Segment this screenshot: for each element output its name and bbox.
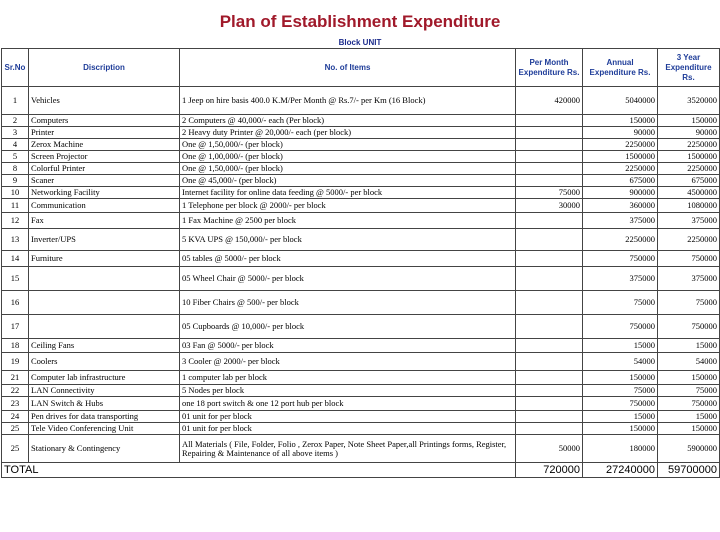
per-month-cell	[516, 315, 583, 339]
items-cell: 05 Cupboards @ 10,000/- per block	[180, 315, 516, 339]
sr-cell: 5	[2, 151, 29, 163]
three-year-cell: 2250000	[658, 229, 720, 251]
table-row	[2, 187, 720, 199]
table-row	[2, 127, 720, 139]
description-cell	[29, 315, 180, 339]
description-cell: Furniture	[29, 251, 180, 267]
items-cell: 10 Fiber Chairs @ 500/- per block	[180, 291, 516, 315]
total-annual: 27240000	[583, 463, 658, 478]
header-sr-no: Sr.No	[2, 49, 29, 87]
annual-cell: 750000	[583, 397, 658, 411]
annual-cell: 180000	[583, 435, 658, 463]
per-month-cell: 420000	[516, 87, 583, 115]
annual-cell: 75000	[583, 385, 658, 397]
sr-cell: 18	[2, 339, 29, 353]
description-cell: Screen Projector	[29, 151, 180, 163]
header-three-year: 3 Year Expenditure Rs.	[658, 49, 720, 87]
per-month-cell	[516, 251, 583, 267]
items-cell: One @ 1,50,000/- (per block)	[180, 139, 516, 151]
expenditure-table	[1, 48, 720, 478]
items-cell: Internet facility for online data feeding @ 5000/- per block	[180, 187, 516, 199]
table-row	[2, 151, 720, 163]
three-year-cell: 54000	[658, 353, 720, 371]
sr-cell: 11	[2, 199, 29, 213]
page-subtitle: Block UNIT	[338, 38, 382, 47]
table-row	[2, 411, 720, 423]
table-row	[2, 291, 720, 315]
items-cell: 3 Cooler @ 2000/- per block	[180, 353, 516, 371]
header-annual: Annual Expenditure Rs.	[583, 49, 658, 87]
items-cell: 01 unit for per block	[180, 423, 516, 435]
description-cell: Colorful Printer	[29, 163, 180, 175]
per-month-cell	[516, 127, 583, 139]
description-cell	[29, 267, 180, 291]
table-row	[2, 315, 720, 339]
items-cell: 2 Heavy duty Printer @ 20,000/- each (per block)	[180, 127, 516, 139]
description-cell: Scaner	[29, 175, 180, 187]
items-cell: 01 unit for per block	[180, 411, 516, 423]
items-cell: 1 Telephone per block @ 2000/- per block	[180, 199, 516, 213]
description-cell: Communication	[29, 199, 180, 213]
description-cell: Ceiling Fans	[29, 339, 180, 353]
annual-cell: 2250000	[583, 229, 658, 251]
three-year-cell: 90000	[658, 127, 720, 139]
table-row	[2, 139, 720, 151]
annual-cell: 54000	[583, 353, 658, 371]
three-year-cell: 375000	[658, 267, 720, 291]
bottom-bar	[0, 532, 720, 540]
sr-cell: 14	[2, 251, 29, 267]
per-month-cell	[516, 151, 583, 163]
three-year-cell: 15000	[658, 411, 720, 423]
annual-cell: 750000	[583, 251, 658, 267]
per-month-cell	[516, 385, 583, 397]
table-row	[2, 163, 720, 175]
sr-cell: 9	[2, 175, 29, 187]
description-cell: Coolers	[29, 353, 180, 371]
sr-cell: 4	[2, 139, 29, 151]
items-cell: 5 KVA UPS @ 150,000/- per block	[180, 229, 516, 251]
description-cell	[29, 291, 180, 315]
annual-cell: 15000	[583, 411, 658, 423]
table-row	[2, 397, 720, 411]
per-month-cell	[516, 411, 583, 423]
per-month-cell	[516, 339, 583, 353]
annual-cell: 150000	[583, 423, 658, 435]
items-cell: One @ 1,50,000/- (per block)	[180, 163, 516, 175]
annual-cell: 750000	[583, 315, 658, 339]
annual-cell: 2250000	[583, 163, 658, 175]
three-year-cell: 750000	[658, 315, 720, 339]
sr-cell: 19	[2, 353, 29, 371]
three-year-cell: 1080000	[658, 199, 720, 213]
sr-cell: 12	[2, 213, 29, 229]
sr-cell: 17	[2, 315, 29, 339]
sr-cell: 24	[2, 411, 29, 423]
description-cell: Fax	[29, 213, 180, 229]
items-cell: 03 Fan @ 5000/- per block	[180, 339, 516, 353]
header-description: Discription	[29, 49, 180, 87]
three-year-cell: 150000	[658, 115, 720, 127]
items-cell: 5 Nodes per block	[180, 385, 516, 397]
per-month-cell	[516, 139, 583, 151]
annual-cell: 360000	[583, 199, 658, 213]
sr-cell: 25	[2, 423, 29, 435]
table-row	[2, 213, 720, 229]
header-per-month: Per Month Expenditure Rs.	[516, 49, 583, 87]
description-cell: Stationary & Contingency	[29, 435, 180, 463]
sr-cell: 21	[2, 371, 29, 385]
description-cell: Inverter/UPS	[29, 229, 180, 251]
annual-cell: 375000	[583, 267, 658, 291]
items-cell: 2 Computers @ 40,000/- each (Per block)	[180, 115, 516, 127]
items-cell: 1 computer lab per block	[180, 371, 516, 385]
per-month-cell: 50000	[516, 435, 583, 463]
annual-cell: 75000	[583, 291, 658, 315]
per-month-cell	[516, 291, 583, 315]
table-row	[2, 251, 720, 267]
description-cell: Zerox Machine	[29, 139, 180, 151]
sr-cell: 22	[2, 385, 29, 397]
sr-cell: 2	[2, 115, 29, 127]
description-cell: Pen drives for data transporting	[29, 411, 180, 423]
per-month-cell	[516, 229, 583, 251]
annual-cell: 1500000	[583, 151, 658, 163]
sr-cell: 25	[2, 435, 29, 463]
three-year-cell: 375000	[658, 213, 720, 229]
table-row	[2, 115, 720, 127]
description-cell: Computer lab infrastructure	[29, 371, 180, 385]
items-cell: 1 Jeep on hire basis 400.0 K.M/Per Month @ Rs.7/- per Km (16 Block)	[180, 87, 516, 115]
three-year-cell: 150000	[658, 371, 720, 385]
per-month-cell: 30000	[516, 199, 583, 213]
items-cell: One @ 45,000/- (per block)	[180, 175, 516, 187]
three-year-cell: 2250000	[658, 163, 720, 175]
items-cell: 05 tables @ 5000/- per block	[180, 251, 516, 267]
items-cell: One @ 1,00,000/- (per block)	[180, 151, 516, 163]
sr-cell: 15	[2, 267, 29, 291]
table-row	[2, 353, 720, 371]
three-year-cell: 750000	[658, 251, 720, 267]
annual-cell: 900000	[583, 187, 658, 199]
description-cell: Printer	[29, 127, 180, 139]
annual-cell: 675000	[583, 175, 658, 187]
sr-cell: 13	[2, 229, 29, 251]
sr-cell: 1	[2, 87, 29, 115]
table-row	[2, 423, 720, 435]
description-cell: Vehicles	[29, 87, 180, 115]
sr-cell: 10	[2, 187, 29, 199]
description-cell: Networking Facility	[29, 187, 180, 199]
table-row	[2, 385, 720, 397]
table-row	[2, 229, 720, 251]
three-year-cell: 5900000	[658, 435, 720, 463]
per-month-cell	[516, 353, 583, 371]
three-year-cell: 15000	[658, 339, 720, 353]
annual-cell: 5040000	[583, 87, 658, 115]
per-month-cell	[516, 175, 583, 187]
three-year-cell: 1500000	[658, 151, 720, 163]
table-row	[2, 199, 720, 213]
annual-cell: 150000	[583, 371, 658, 385]
table-header-row	[2, 49, 720, 87]
items-cell: All Materials ( File, Folder, Folio , Zerox Paper, Note Sheet Paper,all Printings forms, Register, Repairing & Maintenance of all above items )	[180, 435, 516, 463]
sr-cell: 23	[2, 397, 29, 411]
table-row	[2, 371, 720, 385]
table-row	[2, 87, 720, 115]
three-year-cell: 675000	[658, 175, 720, 187]
table-row	[2, 267, 720, 291]
three-year-cell: 3520000	[658, 87, 720, 115]
description-cell: LAN Switch & Hubs	[29, 397, 180, 411]
annual-cell: 2250000	[583, 139, 658, 151]
per-month-cell	[516, 371, 583, 385]
per-month-cell: 75000	[516, 187, 583, 199]
total-row	[2, 463, 720, 478]
sr-cell: 3	[2, 127, 29, 139]
sr-cell: 8	[2, 163, 29, 175]
description-cell: Computers	[29, 115, 180, 127]
per-month-cell	[516, 267, 583, 291]
items-cell: one 18 port switch & one 12 port hub per block	[180, 397, 516, 411]
annual-cell: 90000	[583, 127, 658, 139]
three-year-cell: 75000	[658, 385, 720, 397]
per-month-cell	[516, 213, 583, 229]
items-cell: 05 Wheel Chair @ 5000/- per block	[180, 267, 516, 291]
total-label: TOTAL	[2, 463, 516, 478]
annual-cell: 375000	[583, 213, 658, 229]
per-month-cell	[516, 115, 583, 127]
table-row	[2, 339, 720, 353]
three-year-cell: 2250000	[658, 139, 720, 151]
table-row	[2, 435, 720, 463]
three-year-cell: 150000	[658, 423, 720, 435]
annual-cell: 15000	[583, 339, 658, 353]
annual-cell: 150000	[583, 115, 658, 127]
per-month-cell	[516, 163, 583, 175]
description-cell: LAN Connectivity	[29, 385, 180, 397]
items-cell: 1 Fax Machine @ 2500 per block	[180, 213, 516, 229]
three-year-cell: 750000	[658, 397, 720, 411]
sr-cell: 16	[2, 291, 29, 315]
page-title: Plan of Establishment Expenditure	[219, 12, 501, 31]
three-year-cell: 4500000	[658, 187, 720, 199]
three-year-cell: 75000	[658, 291, 720, 315]
per-month-cell	[516, 397, 583, 411]
table-row	[2, 175, 720, 187]
total-per-month: 720000	[516, 463, 583, 478]
header-items: No. of Items	[180, 49, 516, 87]
description-cell: Tele Video Conferencing Unit	[29, 423, 180, 435]
total-three-year: 59700000	[658, 463, 720, 478]
per-month-cell	[516, 423, 583, 435]
